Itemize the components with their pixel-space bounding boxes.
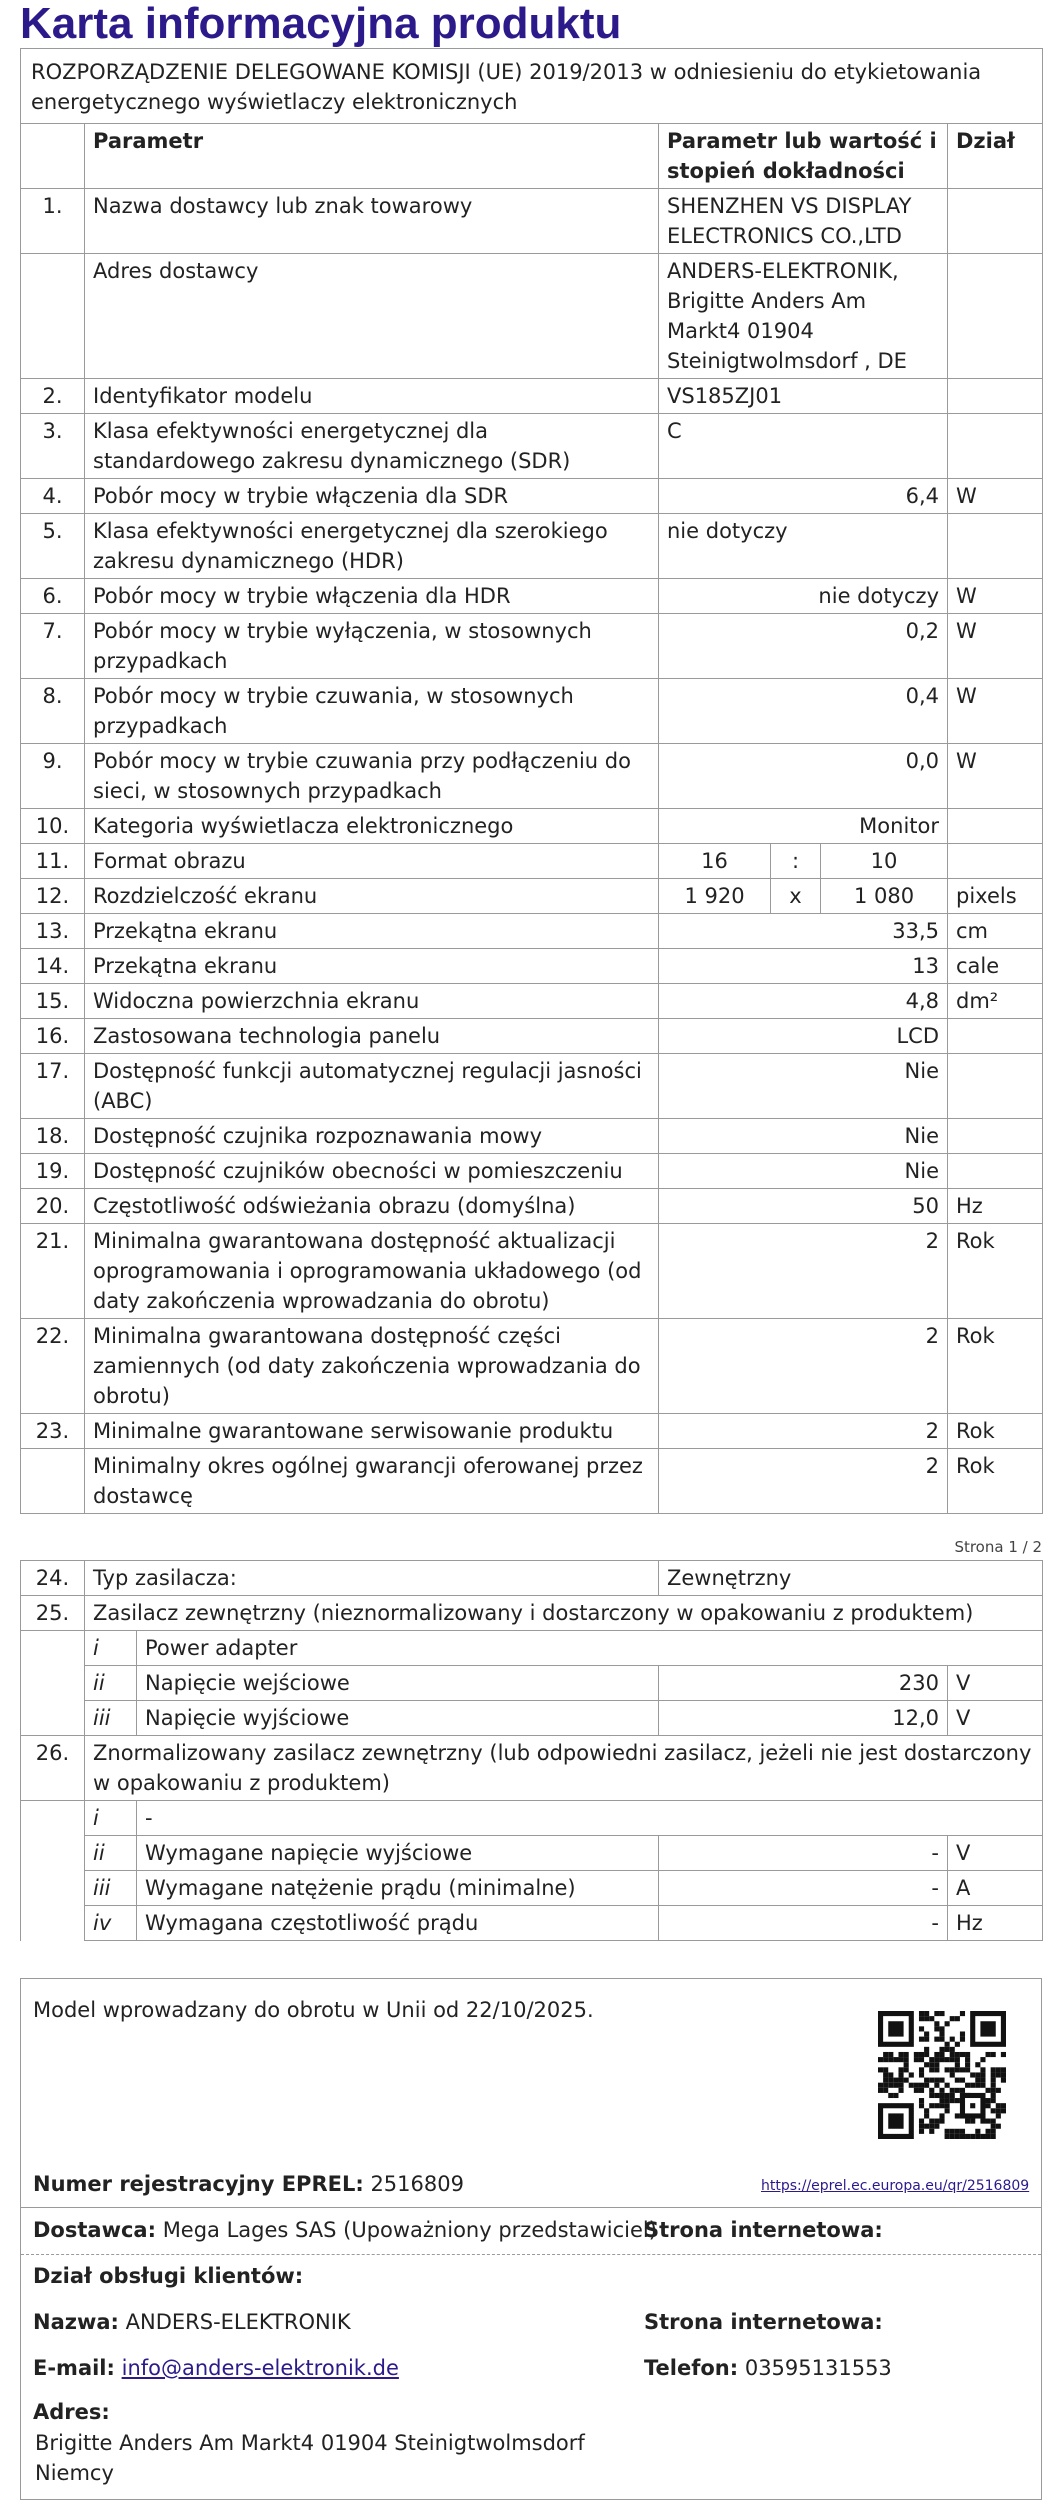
sub-unit: V (948, 1836, 1043, 1871)
row-num: 21. (21, 1224, 85, 1319)
row-value: ANDERS-ELEKTRONIK, Brigitte Anders Am Markt4 01904 Steinigtwolmsdorf , DE (659, 254, 948, 379)
eprel-link[interactable]: https://eprel.ec.europa.eu/qr/2516809 (761, 2178, 1030, 2194)
row-num (21, 1449, 85, 1514)
row-unit: Rok (948, 1224, 1043, 1319)
header-value: Parametr lub wartość i stopień dokładności (659, 124, 948, 189)
row-num: 25. (21, 1596, 85, 1631)
row-label: Znormalizowany zasilacz zewnętrzny (lub odpowiedni zasilacz, jeżeli nie jest dostarczony w opakowaniu z produktem) (85, 1736, 1043, 1801)
product-information-sheet (20, 0, 1042, 1941)
table-row (21, 1119, 1043, 1154)
row-unit: Rok (948, 1319, 1043, 1414)
resolution-height: 1 080 (821, 879, 948, 914)
eprel-number (33, 2169, 464, 2199)
table-row (21, 414, 1043, 479)
row-label: Przekątna ekranu (85, 914, 659, 949)
email-label: E-mail: (33, 2356, 115, 2380)
row-num: 8. (21, 679, 85, 744)
table-row (21, 744, 1043, 809)
spec-table (20, 48, 1043, 1514)
indent-cell (21, 1871, 85, 1906)
row-value: Nie (659, 1054, 948, 1119)
row-unit: Rok (948, 1449, 1043, 1514)
sub-label: Wymagana częstotliwość prądu (137, 1906, 659, 1941)
row-num: 18. (21, 1119, 85, 1154)
row-unit: W (948, 679, 1043, 744)
indent-cell (21, 1906, 85, 1941)
table-row (21, 914, 1043, 949)
row-unit: Hz (948, 1189, 1043, 1224)
aspect-height: 10 (821, 844, 948, 879)
address-line-2: Niemcy (35, 2461, 114, 2485)
row-value: 0,0 (659, 744, 948, 809)
row-label: Rozdzielczość ekranu (85, 879, 659, 914)
row-label: Pobór mocy w trybie włączenia dla SDR (85, 479, 659, 514)
table-row (21, 1154, 1043, 1189)
email-link[interactable]: info@anders-elektronik.de (121, 2356, 399, 2380)
qr-code[interactable] (878, 2011, 1006, 2139)
row-unit (948, 189, 1043, 254)
table-row (21, 379, 1043, 414)
row-unit (948, 844, 1043, 879)
sub-value: 12,0 (659, 1701, 948, 1736)
row-unit: dm² (948, 984, 1043, 1019)
table-row (21, 1319, 1043, 1414)
supplier-label: Dostawca: (33, 2218, 156, 2242)
indent-cell (21, 1666, 85, 1701)
eprel-label: Numer rejestracyjny EPREL: (33, 2172, 364, 2196)
table-row (21, 479, 1043, 514)
row-label: Typ zasilacza: (85, 1561, 659, 1596)
regulation-text: ROZPORZĄDZENIE DELEGOWANE KOMISJI (UE) 2019/2013 w odniesieniu do etykietowania energetycznego wyświetlaczy elektronicznych (21, 49, 1043, 124)
row-label: Kategoria wyświetlacza elektronicznego (85, 809, 659, 844)
row-num: 12. (21, 879, 85, 914)
name-value: ANDERS-ELEKTRONIK (125, 2310, 351, 2334)
resolution-width: 1 920 (659, 879, 771, 914)
row-value: Nie (659, 1119, 948, 1154)
row-label: Minimalny okres ogólnej gwarancji oferowanej przez dostawcę (85, 1449, 659, 1514)
row-value: 33,5 (659, 914, 948, 949)
row-unit (948, 379, 1043, 414)
row-num: 1. (21, 189, 85, 254)
row-value: Zewnętrzny (659, 1561, 1043, 1596)
indent-cell (21, 1801, 85, 1836)
sub-unit: V (948, 1701, 1043, 1736)
sub-row (21, 1906, 1043, 1941)
sub-row (21, 1701, 1043, 1736)
table-row (21, 1189, 1043, 1224)
sub-label: - (137, 1801, 1043, 1836)
supplier-line (33, 2215, 657, 2245)
row-unit (948, 1119, 1043, 1154)
sub-row (21, 1836, 1043, 1871)
row-value: 2 (659, 1224, 948, 1319)
row-value: nie dotyczy (659, 579, 948, 614)
header-param: Parametr (85, 124, 659, 189)
name-label: Nazwa: (33, 2310, 119, 2334)
row-unit: Rok (948, 1414, 1043, 1449)
row-value: Nie (659, 1154, 948, 1189)
sub-unit: V (948, 1666, 1043, 1701)
row-value: 50 (659, 1189, 948, 1224)
row-unit (948, 414, 1043, 479)
row-label: Częstotliwość odświeżania obrazu (domyślna) (85, 1189, 659, 1224)
resolution-separator: x (771, 879, 821, 914)
row-num: 23. (21, 1414, 85, 1449)
sub-roman: i (85, 1631, 137, 1666)
supplier-website-label: Strona internetowa: (644, 2218, 883, 2242)
sub-label: Wymagane natężenie prądu (minimalne) (137, 1871, 659, 1906)
row-value: 2 (659, 1449, 948, 1514)
table-row (21, 809, 1043, 844)
row-label: Format obrazu (85, 844, 659, 879)
row-num: 24. (21, 1561, 85, 1596)
customer-service-title: Dział obsługi klientów: (33, 2264, 304, 2288)
row-unit: W (948, 579, 1043, 614)
row-label: Dostępność funkcji automatycznej regulacji jasności (ABC) (85, 1054, 659, 1119)
sub-label: Napięcie wyjściowe (137, 1701, 659, 1736)
row-label: Zastosowana technologia panelu (85, 1019, 659, 1054)
row-num: 3. (21, 414, 85, 479)
indent-cell (21, 1836, 85, 1871)
row-value: SHENZHEN VS DISPLAY ELECTRONICS CO.,LTD (659, 189, 948, 254)
row-label: Minimalne gwarantowane serwisowanie produktu (85, 1414, 659, 1449)
table-row (21, 984, 1043, 1019)
sub-row (21, 1666, 1043, 1701)
row-value: C (659, 414, 948, 479)
row-num: 13. (21, 914, 85, 949)
row-num: 10. (21, 809, 85, 844)
row-value: 0,4 (659, 679, 948, 744)
table-row-26 (21, 1736, 1043, 1801)
row-num: 7. (21, 614, 85, 679)
table-row (21, 679, 1043, 744)
table-row-25 (21, 1596, 1043, 1631)
row-num: 4. (21, 479, 85, 514)
row-label: Pobór mocy w trybie czuwania, w stosownych przypadkach (85, 679, 659, 744)
service-phone (644, 2353, 892, 2383)
row-label: Klasa efektywności energetycznej dla szerokiego zakresu dynamicznego (HDR) (85, 514, 659, 579)
table-row (21, 949, 1043, 984)
aspect-separator: : (771, 844, 821, 879)
address-label: Adres: (33, 2400, 110, 2424)
table-row (21, 189, 1043, 254)
regulation-row (21, 49, 1043, 124)
sub-roman: ii (85, 1666, 137, 1701)
row-num (21, 254, 85, 379)
row-value: 13 (659, 949, 948, 984)
table-row-aspect (21, 844, 1043, 879)
service-website-label: Strona internetowa: (644, 2310, 883, 2334)
table-row (21, 1224, 1043, 1319)
indent-cell (21, 1701, 85, 1736)
row-value: 0,2 (659, 614, 948, 679)
sub-label: Wymagane napięcie wyjściowe (137, 1836, 659, 1871)
page-title: Karta informacyjna produktu (20, 0, 622, 48)
row-num: 11. (21, 844, 85, 879)
row-unit (948, 254, 1043, 379)
row-num: 16. (21, 1019, 85, 1054)
market-date-text: Model wprowadzany do obrotu w Unii od 22/10/2025. (33, 1998, 594, 2022)
row-label: Dostępność czujników obecności w pomieszczeniu (85, 1154, 659, 1189)
row-label: Pobór mocy w trybie włączenia dla HDR (85, 579, 659, 614)
supplier-info-box (20, 1978, 1042, 2500)
sub-value: 230 (659, 1666, 948, 1701)
table-row (21, 1414, 1043, 1449)
row-unit (948, 1154, 1043, 1189)
sub-roman: i (85, 1801, 137, 1836)
row-unit: pixels (948, 879, 1043, 914)
sub-label: Napięcie wejściowe (137, 1666, 659, 1701)
phone-value: 03595131553 (744, 2356, 892, 2380)
sub-row (21, 1631, 1043, 1666)
row-value: 6,4 (659, 479, 948, 514)
header-unit: Dział (948, 124, 1043, 189)
table-row-24 (21, 1561, 1043, 1596)
sub-unit: Hz (948, 1906, 1043, 1941)
row-unit: W (948, 479, 1043, 514)
row-num: 17. (21, 1054, 85, 1119)
row-num: 26. (21, 1736, 85, 1801)
row-label: Minimalna gwarantowana dostępność aktualizacji oprogramowania i oprogramowania układowego (od daty zakończenia wprowadzania do obrotu) (85, 1224, 659, 1319)
row-num: 9. (21, 744, 85, 809)
sub-row (21, 1871, 1043, 1906)
row-num: 20. (21, 1189, 85, 1224)
row-value: 4,8 (659, 984, 948, 1019)
table-row (21, 514, 1043, 579)
table-header-row (21, 124, 1043, 189)
row-num: 14. (21, 949, 85, 984)
row-label: Pobór mocy w trybie wyłączenia, w stosownych przypadkach (85, 614, 659, 679)
sub-unit: A (948, 1871, 1043, 1906)
sub-value: - (659, 1906, 948, 1941)
service-name (33, 2307, 351, 2337)
row-num: 19. (21, 1154, 85, 1189)
indent-cell (21, 1631, 85, 1666)
supplier-value: Mega Lages SAS (Upoważniony przedstawiciel) (162, 2218, 657, 2242)
row-num: 22. (21, 1319, 85, 1414)
row-label: Identyfikator modelu (85, 379, 659, 414)
row-value: nie dotyczy (659, 514, 948, 579)
row-num: 2. (21, 379, 85, 414)
table-row (21, 614, 1043, 679)
table-row (21, 1019, 1043, 1054)
row-label: Adres dostawcy (85, 254, 659, 379)
sub-roman: iii (85, 1701, 137, 1736)
header-num (21, 124, 85, 189)
sub-row (21, 1801, 1043, 1836)
row-value: LCD (659, 1019, 948, 1054)
sub-roman: ii (85, 1836, 137, 1871)
aspect-width: 16 (659, 844, 771, 879)
table-row (21, 1054, 1043, 1119)
row-unit (948, 809, 1043, 844)
table-row-resolution (21, 879, 1043, 914)
row-label: Zasilacz zewnętrzny (nieznormalizowany i dostarczony w opakowaniu z produktem) (85, 1596, 1043, 1631)
phone-label: Telefon: (644, 2356, 739, 2380)
row-unit: W (948, 614, 1043, 679)
row-label: Pobór mocy w trybie czuwania przy podłączeniu do sieci, w stosownych przypadkach (85, 744, 659, 809)
row-value: VS185ZJ01 (659, 379, 948, 414)
row-value: Monitor (659, 809, 948, 844)
row-label: Minimalna gwarantowana dostępność części zamiennych (od daty zakończenia wprowadzania do obrotu) (85, 1319, 659, 1414)
sub-roman: iv (85, 1906, 137, 1941)
table-row (21, 579, 1043, 614)
table-row (21, 1449, 1043, 1514)
row-num: 15. (21, 984, 85, 1019)
service-email (33, 2353, 399, 2383)
row-unit (948, 514, 1043, 579)
sub-value: - (659, 1836, 948, 1871)
row-unit: W (948, 744, 1043, 809)
row-label: Klasa efektywności energetycznej dla standardowego zakresu dynamicznego (SDR) (85, 414, 659, 479)
power-supply-table (20, 1560, 1043, 1941)
table-row (21, 254, 1043, 379)
row-label: Widoczna powierzchnia ekranu (85, 984, 659, 1019)
row-unit: cm (948, 914, 1043, 949)
row-unit (948, 1054, 1043, 1119)
sub-label: Power adapter (137, 1631, 1043, 1666)
eprel-value: 2516809 (370, 2172, 464, 2196)
sub-value: - (659, 1871, 948, 1906)
row-label: Dostępność czujnika rozpoznawania mowy (85, 1119, 659, 1154)
page-number: Strona 1 / 2 (954, 1538, 1042, 1556)
address-line-1: Brigitte Anders Am Markt4 01904 Steinigtwolmsdorf (35, 2431, 585, 2455)
row-label: Przekątna ekranu (85, 949, 659, 984)
row-label: Nazwa dostawcy lub znak towarowy (85, 189, 659, 254)
row-num: 5. (21, 514, 85, 579)
sub-roman: iii (85, 1871, 137, 1906)
row-unit: cale (948, 949, 1043, 984)
row-value: 2 (659, 1319, 948, 1414)
row-unit (948, 1019, 1043, 1054)
row-num: 6. (21, 579, 85, 614)
row-value: 2 (659, 1414, 948, 1449)
